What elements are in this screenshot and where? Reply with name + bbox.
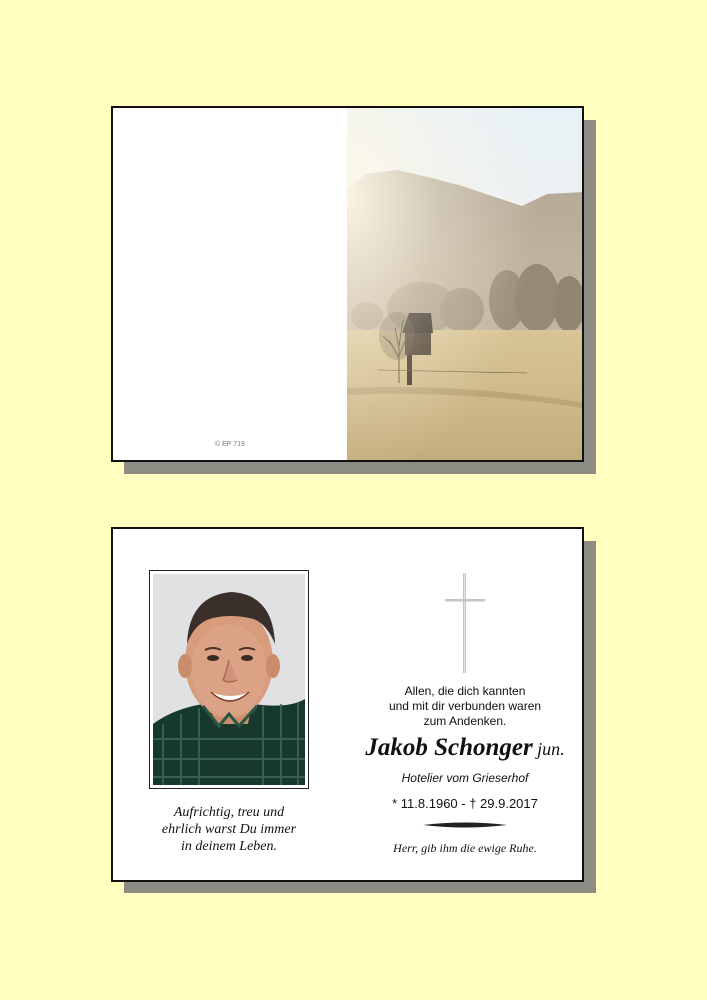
deceased-name	[345, 734, 585, 762]
cross-icon	[443, 571, 487, 675]
verse-line: Allen, die dich kannten	[404, 684, 526, 698]
landscape-image	[347, 108, 584, 460]
verse-line: zum Andenken.	[423, 714, 507, 728]
ornament-divider	[423, 821, 507, 829]
closing-prayer: Herr, gib ihm die ewige Ruhe.	[393, 841, 537, 855]
quote-line: Aufrichtig, treu und	[173, 805, 285, 820]
occupation-subtitle: Hotelier vom Grieserhof	[401, 771, 529, 785]
quote-line: in deinem Leben.	[180, 839, 278, 854]
memorial-verse	[351, 684, 579, 729]
name-suffix: jun.	[537, 739, 565, 759]
back-card	[111, 527, 584, 882]
portrait-photo	[149, 570, 309, 789]
life-dates: * 11.8.1960 - † 29.9.2017	[392, 796, 538, 811]
personal-quote	[131, 804, 327, 855]
verse-line: und mit dir verbunden waren	[388, 699, 542, 713]
front-card	[111, 106, 584, 462]
quote-line: ehrlich warst Du immer	[161, 822, 297, 837]
name-main: Jakob Schonger	[365, 734, 533, 761]
copyright-notice: © EP 719	[215, 441, 245, 448]
